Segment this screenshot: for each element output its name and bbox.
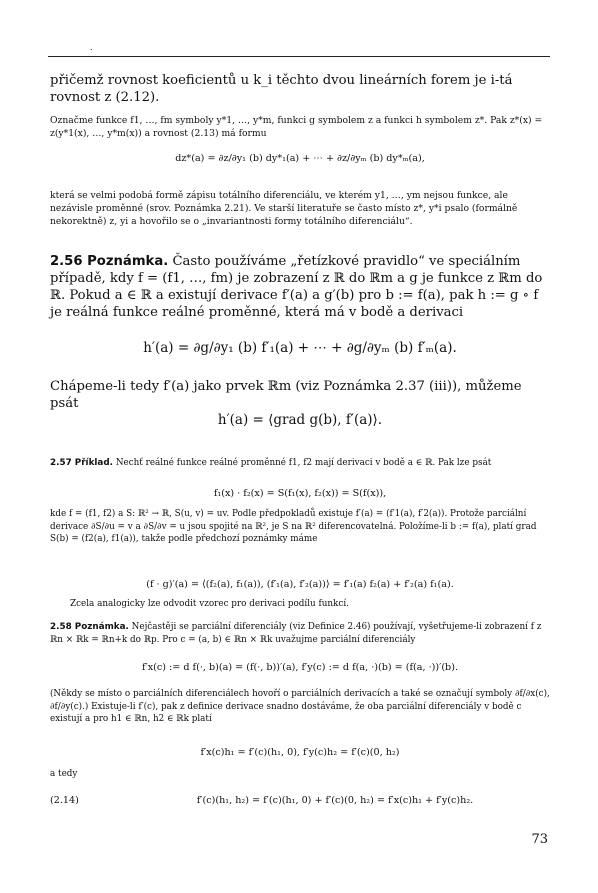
remark-2-56-text-2: Chápeme-li tedy f′(a) jako prvek ℝm (viz Poznámka 2.37 (iii)), můžeme psát	[50, 379, 522, 411]
example-2-57	[50, 457, 550, 470]
example-2-57-text-3: Zcela analogicky lze odvodit vzorec pro derivaci podílu funkcí.	[70, 599, 349, 609]
example-2-57-heading: 2.57 Příklad.	[50, 458, 114, 468]
remark-2-56-text: Často používáme „řetízkové pravidlo“ ve speciálním případě, kdy f = (f1, …, fm) je zobrazení z ℝ do ℝm a g je funkce z ℝm do ℝ. Pokud a ∈ ℝ a existují derivace f′(a) a g′(b) pro b := f(a), pak h := g ∘ f je reálná funkce reálné proměnné, která má v bodě a derivaci	[50, 254, 543, 320]
remark-2-58-text-3: a tedy	[50, 769, 78, 779]
equation-number-2-14: (2.14)	[50, 795, 79, 806]
remark-2-58-text: Nejčastěji se parciální diferenciály (viz Definice 2.46) používají, vyšetřujeme-li zobrazení f z ℝn × ℝk = ℝn+k do ℝp. Pro c = (a, b) ∈ ℝn × ℝk uvažujme parciální diferenciály	[50, 622, 542, 645]
example-2-57-text-2: kde f = (f1, f2) a S: ℝ² → ℝ, S(u, v) = uv. Podle předpokladů existuje f′(a) = (f′1(a), f′2(a)). Protože parciální derivace ∂S/∂u = v a ∂S/∂v = u jsou spojité na ℝ², je S na ℝ² diferencovatelná. Položíme-li b := f(a), platí grad S(b) = (f2(a), f1(a)), takže podle předchozí poznámky máme	[50, 509, 537, 544]
equation-product-derivative: (f · g)′(a) = ⟨(f₂(a), f₁(a)), (f′₁(a), f′₂(a))⟩ = f′₁(a) f₂(a) + f′₂(a) f₁(a).	[146, 579, 454, 590]
notation-paragraph-2: která se velmi podobá formě zápisu totálního diferenciálu, ve kterém y1, …, ym nejsou funkce, ale nezávisle proměnné (srov. Poznámka 2.21). Ve starší literatuře se často místo z*, y*i psalo (formálně nekorektně) z, yi a hovořilo se o „invariantnosti formy totálního diferenciálu“.	[50, 190, 518, 227]
notation-paragraph: Označme funkce f1, …, fm symboly y*1, …, y*m, funkci g symbolem z a funkci h symbolem z*. Pak z*(x) = z(y*1(x), …, y*m(x)) a rovnost (2.13) má formu	[50, 115, 543, 139]
equation-chain-rule: h′(a) = ∂g/∂y₁ (b) f′₁(a) + ⋯ + ∂g/∂yₘ (b) f′ₘ(a).	[143, 340, 457, 356]
header-dot: .	[90, 43, 93, 52]
equation-2-14: f′(c)(h₁, h₂) = f′(c)(h₁, 0) + f′(c)(0, h₂) = f′x(c)h₁ + f′y(c)h₂.	[196, 795, 474, 806]
page-number: 73	[531, 832, 548, 847]
remark-2-58-heading: 2.58 Poznámka.	[50, 622, 129, 632]
equation-partial-relations: f′x(c)h₁ = f′(c)(h₁, 0), f′y(c)h₂ = f′(c)(0, h₂)	[200, 747, 400, 758]
remark-2-56	[50, 253, 550, 321]
remark-2-58-text-2: (Někdy se místo o parciálních diferenciálech hovoří o parciálních derivacích a také se označují symboly ∂f/∂x(c), ∂f/∂y(c).) Existuje-li f′(c), pak z definice derivace snadno dostáváme, že oba parciální diferenciály v bodě c existují a pro h1 ∈ ℝn, h2 ∈ ℝk platí	[50, 689, 550, 724]
equation-gradient: h′(a) = ⟨grad g(b), f′(a)⟩.	[217, 412, 383, 428]
equation-partial-differentials: f′x(c) := d f(·, b)(a) = (f(·, b))′(a), f′y(c) := d f(a, ·)(b) = (f(a, ·))′(b).	[141, 662, 458, 673]
equation-product: f₁(x) · f₂(x) = S(f₁(x), f₂(x)) = S(f(x)),	[213, 488, 387, 499]
equation-dz: dz*(a) = ∂z/∂y₁ (b) dy*₁(a) + ⋯ + ∂z/∂yₘ (b) dy*ₘ(a),	[175, 153, 425, 164]
remark-2-56-heading: 2.56 Poznámka.	[50, 254, 169, 269]
example-2-57-text: Nechť reálné funkce reálné proměnné f1, f2 mají derivaci v bodě a ∈ ℝ. Pak lze psát	[115, 458, 492, 468]
remark-2-58	[50, 621, 550, 646]
continuation-text: přičemž rovnost koeficientů u k_i těchto dvou lineárních forem je i-tá rovnost z (2.12).	[50, 73, 513, 105]
header-rule	[48, 56, 550, 57]
